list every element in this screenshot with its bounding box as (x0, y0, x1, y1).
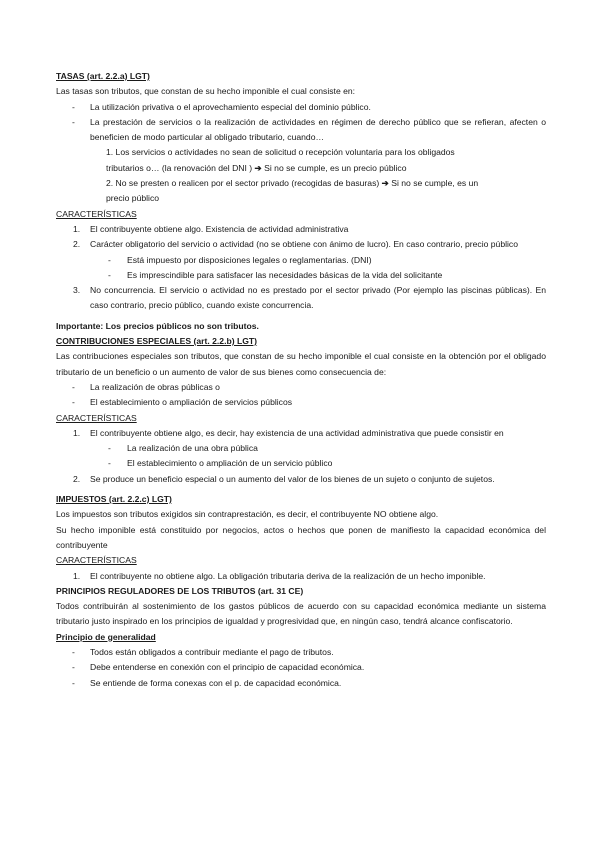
tasas-item-2-text: La prestación de servicios o la realización de actividades en régimen de derecho público que se refieran, afecten o beneficien de modo particular al obligado tributario, cuando… (90, 116, 546, 143)
tasas-car-2-sub-1 (56, 253, 546, 268)
contribuciones-item-2 (56, 395, 546, 410)
arrow-right-icon: ➔ (254, 162, 262, 173)
tasas-sub-1-line-a: 1. Los servicios o actividades no sean de solicitud o recepción voluntaria para los obligados (106, 147, 455, 158)
contribuciones-car-heading: CARACTERÍSTICAS (56, 412, 137, 423)
contribuciones-car-2-text: Se produce un beneficio especial o un aumento del valor de los bienes de un sujeto o conjunto de sujetos. (90, 473, 495, 484)
num-marker: 1. (73, 427, 81, 438)
dash-marker: - (72, 646, 75, 657)
contribuciones-car-1-sub-2-text: El establecimiento o ampliación de un servicio público (127, 458, 333, 469)
arrow-right-icon: ➔ (381, 178, 389, 189)
generalidad-heading: Principio de generalidad (56, 631, 156, 642)
tasas-heading: TASAS (art. 2.2.a) LGT) (56, 71, 150, 81)
contribuciones-heading: CONTRIBUCIONES ESPECIALES (art. 2.2.b) LGT) (56, 336, 258, 347)
contribuciones-item-2-text: El establecimiento o ampliación de servicios públicos (90, 397, 293, 408)
tasas-item-1 (56, 100, 546, 115)
tasas-car-2-sub-1-text: Está impuesto por disposiciones legales o reglamentarias. (DNI) (127, 254, 372, 265)
tasas-sub-2-text: 2. No se presten o realicen por el sector privado (recogidas de basuras) (106, 178, 380, 189)
num-marker: 1. (73, 570, 81, 581)
tasas-sub-1-line-b (56, 161, 546, 176)
tasas-sub-2-result: Si no se cumple, es un (391, 178, 479, 189)
impuestos-p1: Los impuestos son tributos exigidos sin contraprestación, es decir, el contribuyente NO obtiene algo. (56, 509, 439, 520)
num-marker: 2. (73, 239, 81, 250)
generalidad-item-1 (56, 645, 546, 660)
tasas-car-2 (56, 237, 546, 252)
dash-marker: - (108, 254, 111, 265)
principios-p1: Todos contribuirán al sostenimiento de los gastos públicos de acuerdo con su capacidad económica mediante un sistema tributario justo inspirado en los principios de igualdad y progresividad que, en ningún caso, tendrá alcance confiscatorio. (56, 601, 546, 627)
contribuciones-intro: Las contribuciones especiales son tributos, que constan de su hecho imponible el cual consiste en la obtención por el obligado tributario de un beneficio o un aumento de valor de sus bienes como consecuencia de: (56, 351, 546, 377)
contribuciones-item-1-text: La realización de obras públicas o (90, 381, 220, 392)
dash-marker: - (108, 269, 111, 280)
dash-marker: - (108, 458, 111, 469)
tasas-car-2-sub-2-text: Es imprescindible para satisfacer las necesidades básicas de la vida del solicitante (127, 269, 443, 280)
dash-marker: - (72, 397, 75, 408)
num-marker: 2. (73, 473, 81, 484)
contribuciones-item-1 (56, 380, 546, 395)
impuestos-car-1 (56, 569, 546, 584)
contribuciones-car-1 (56, 426, 546, 441)
document-page (56, 69, 546, 691)
impuestos-heading: IMPUESTOS (art. 2.2.c) LGT) (56, 494, 172, 505)
dash-marker: - (72, 662, 75, 673)
tasas-sub-1-text: tributarios o… (la renovación del DNI ) (106, 162, 253, 173)
impuestos-car-1-text: El contribuyente no obtiene algo. La obligación tributaria deriva de la realización de un hecho imponible. (90, 570, 486, 581)
impuestos-p2: Su hecho imponible está constituido por negocios, actos o hechos que ponen de manifiesto la capacidad económica del contribuyente (56, 524, 546, 550)
tasas-item-1-text: La utilización privativa o el aprovechamiento especial del dominio público. (90, 101, 371, 112)
impuestos-car-heading: CARACTERÍSTICAS (56, 555, 137, 566)
generalidad-item-2 (56, 660, 546, 675)
dash-marker: - (72, 101, 75, 112)
tasas-car-heading: CARACTERÍSTICAS (56, 208, 137, 219)
tasas-car-1 (56, 222, 546, 237)
tasas-car-3-text: No concurrencia. El servicio o actividad no es prestado por el sector privado (Por ejemplo las piscinas públicas). En caso contrario, precio público, cuando existe concurrencia. (90, 285, 546, 311)
tasas-sub-2-line-a (56, 176, 546, 191)
generalidad-item-3-text: Se entiende de forma conexas con el p. de capacidad económica. (90, 677, 342, 688)
principios-heading-ref: (art. 31 CE) (257, 585, 304, 596)
contribuciones-car-2 (56, 472, 546, 487)
tasas-car-2-text: Carácter obligatorio del servicio o actividad (no se obtiene con ánimo de lucro). En caso contrario, precio público (90, 239, 519, 250)
dash-marker: - (108, 443, 111, 454)
contribuciones-car-1-text: El contribuyente obtiene algo, es decir, hay existencia de una actividad administrativa que puede consistir en (90, 427, 504, 438)
generalidad-item-3 (56, 676, 546, 691)
principios-heading-line (56, 584, 546, 599)
contribuciones-car-1-sub-1-text: La realización de una obra pública (127, 443, 258, 454)
dash-marker: - (72, 677, 75, 688)
tasas-car-3 (56, 283, 546, 314)
contribuciones-car-1-sub-2 (56, 456, 546, 471)
tasas-important-note: Importante: Los precios públicos no son tributos. (56, 320, 259, 331)
tasas-intro: Las tasas son tributos, que constan de su hecho imponible el cual consiste en: (56, 86, 356, 97)
num-marker: 1. (73, 223, 81, 234)
tasas-item-2 (56, 115, 546, 146)
tasas-sub-1-result: Si no se cumple, es un precio público (264, 162, 407, 173)
dash-marker: - (72, 381, 75, 392)
dash-marker: - (72, 116, 75, 127)
generalidad-item-2-text: Debe entenderse en conexión con el principio de capacidad económica. (90, 662, 365, 673)
generalidad-item-1-text: Todos están obligados a contribuir mediante el pago de tributos. (90, 646, 334, 657)
tasas-sub-2-line-b: precio público (106, 193, 160, 204)
num-marker: 3. (73, 285, 81, 296)
contribuciones-car-1-sub-1 (56, 441, 546, 456)
tasas-car-2-sub-2 (56, 268, 546, 283)
principios-heading: PRINCIPIOS REGULADORES DE LOS TRIBUTOS (56, 585, 256, 596)
tasas-car-1-text: El contribuyente obtiene algo. Existencia de actividad administrativa (90, 223, 349, 234)
